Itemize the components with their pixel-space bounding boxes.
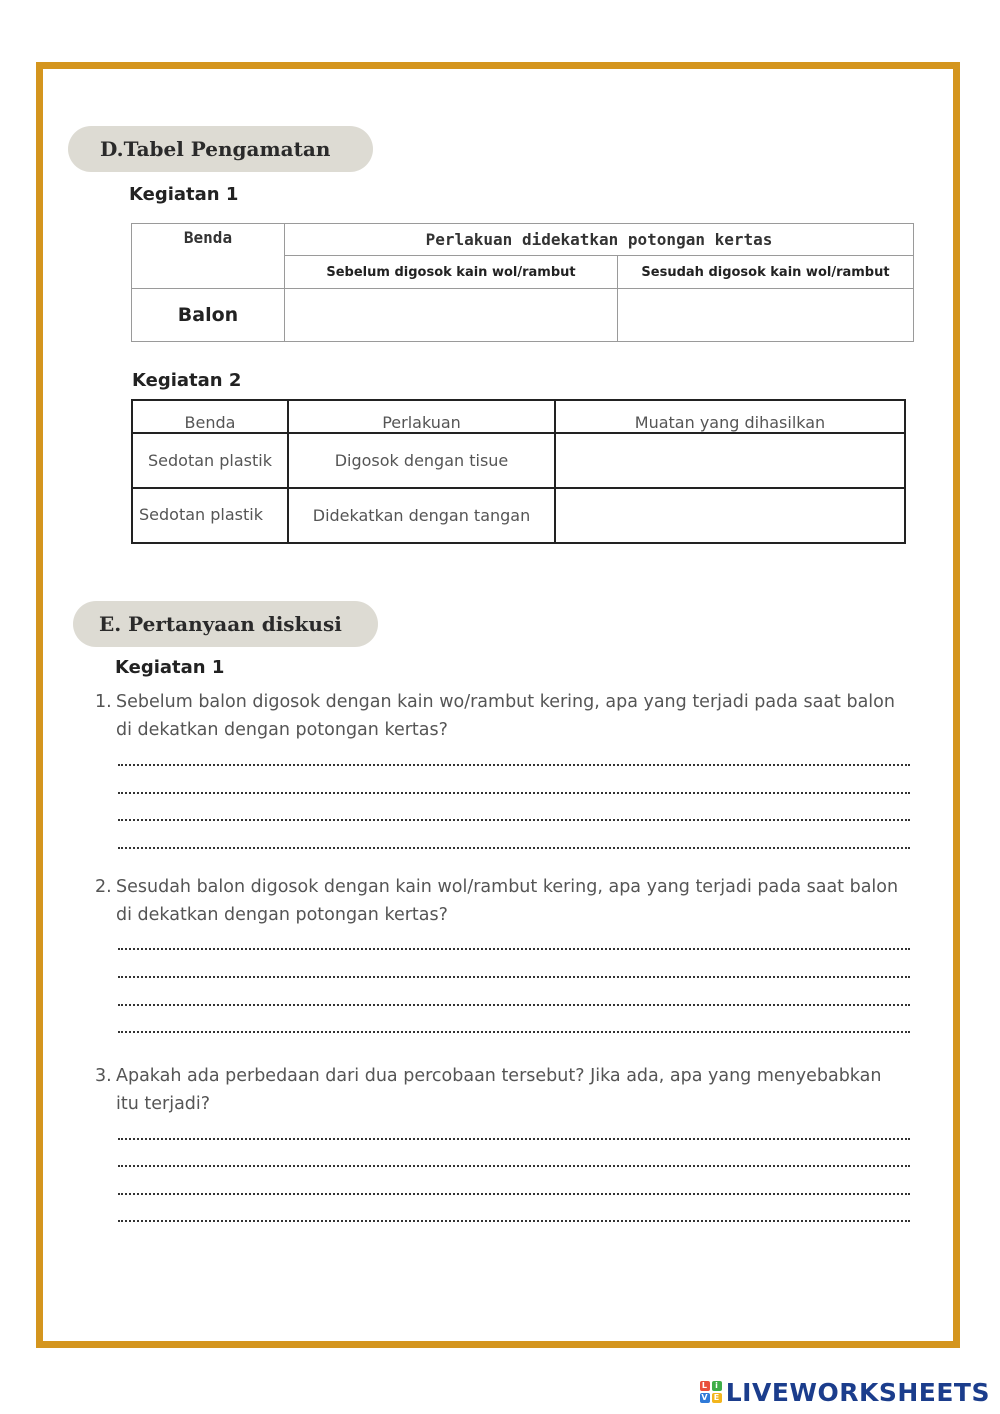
kegiatan-2-label: Kegiatan 2 bbox=[132, 370, 242, 391]
kegiatan-1-question-label: Kegiatan 1 bbox=[115, 657, 225, 678]
question-text-continued: di dekatkan dengan potongan kertas? bbox=[116, 905, 448, 925]
answer-line[interactable] bbox=[118, 1220, 910, 1222]
answer-line[interactable] bbox=[118, 764, 910, 766]
row-1-muatan-input[interactable] bbox=[555, 433, 905, 488]
question-text: Apakah ada perbedaan dari dua percobaan tersebut? Jika ada, apa yang menyebabkan bbox=[116, 1066, 882, 1086]
question-text-continued: di dekatkan dengan potongan kertas? bbox=[116, 720, 448, 740]
row-2-muatan-input[interactable] bbox=[555, 488, 905, 543]
answer-line[interactable] bbox=[118, 1138, 910, 1140]
liveworksheets-logo bbox=[700, 1376, 990, 1408]
question-3 bbox=[95, 1062, 915, 1118]
header-benda: Benda bbox=[132, 224, 285, 289]
section-e-title: E. Pertanyaan diskusi bbox=[73, 601, 378, 647]
logo-icon: L i V E bbox=[700, 1381, 722, 1403]
kegiatan-1-label: Kegiatan 1 bbox=[129, 184, 239, 205]
header-perlakuan: Perlakuan didekatkan potongan kertas bbox=[285, 224, 914, 256]
brand-name: LIVEWORKSHEETS bbox=[725, 1377, 990, 1407]
answer-line[interactable] bbox=[118, 1031, 910, 1033]
answer-cell-sebelum[interactable] bbox=[285, 289, 618, 342]
row-1-perlakuan: Digosok dengan tisue bbox=[288, 433, 555, 488]
answer-line[interactable] bbox=[118, 847, 910, 849]
question-text: Sesudah balon digosok dengan kain wol/rambut kering, apa yang terjadi pada saat balon bbox=[116, 877, 899, 897]
answer-line[interactable] bbox=[118, 1004, 910, 1006]
row-2-benda: Sedotan plastik bbox=[132, 488, 288, 543]
answer-line[interactable] bbox=[118, 819, 910, 821]
answer-line[interactable] bbox=[118, 948, 910, 950]
question-1 bbox=[95, 688, 915, 744]
kegiatan-1-table bbox=[131, 223, 914, 342]
header-muatan: Muatan yang dihasilkan bbox=[555, 400, 905, 433]
answer-line[interactable] bbox=[118, 1165, 910, 1167]
subheader-sebelum: Sebelum digosok kain wol/rambut bbox=[285, 256, 618, 289]
row-label-balon: Balon bbox=[132, 289, 285, 342]
header-benda: Benda bbox=[132, 400, 288, 433]
subheader-sesudah: Sesudah digosok kain wol/rambut bbox=[618, 256, 914, 289]
question-text: Sebelum balon digosok dengan kain wo/rambut kering, apa yang terjadi pada saat balon bbox=[116, 692, 895, 712]
answer-line[interactable] bbox=[118, 792, 910, 794]
question-2 bbox=[95, 873, 915, 929]
header-perlakuan: Perlakuan bbox=[288, 400, 555, 433]
question-text-continued: itu terjadi? bbox=[116, 1094, 211, 1114]
row-1-benda: Sedotan plastik bbox=[132, 433, 288, 488]
question-number: 1. bbox=[95, 692, 112, 712]
question-number: 2. bbox=[95, 877, 112, 897]
answer-cell-sesudah[interactable] bbox=[618, 289, 914, 342]
answer-line[interactable] bbox=[118, 1193, 910, 1195]
row-2-perlakuan: Didekatkan dengan tangan bbox=[288, 488, 555, 543]
question-number: 3. bbox=[95, 1066, 112, 1086]
kegiatan-2-table bbox=[131, 399, 906, 544]
section-d-title: D.Tabel Pengamatan bbox=[68, 126, 373, 172]
answer-line[interactable] bbox=[118, 976, 910, 978]
